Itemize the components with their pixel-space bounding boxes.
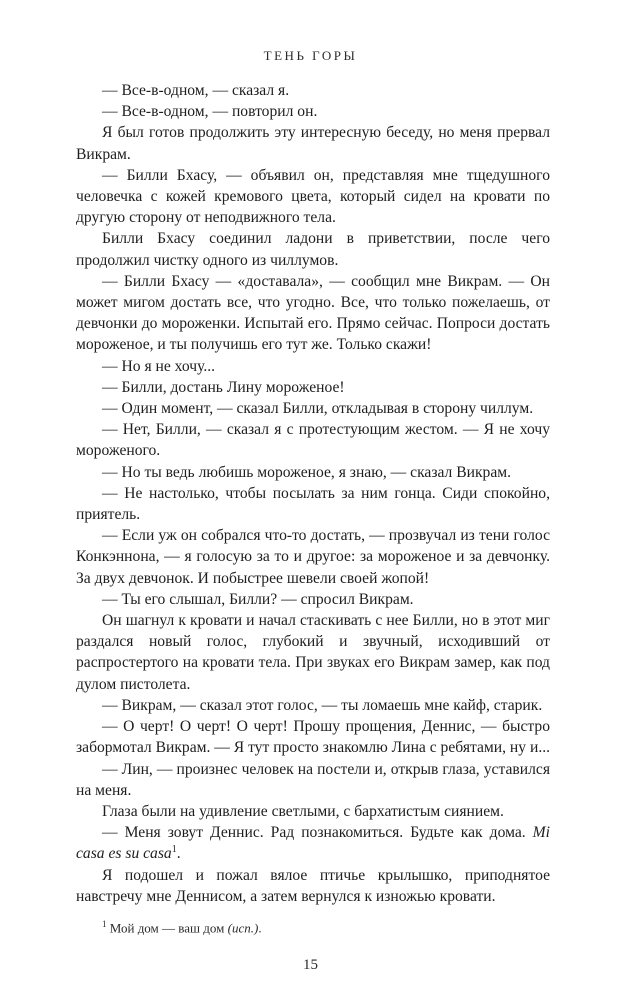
footnote-language-note: (исп.) — [227, 920, 259, 936]
running-head-title: ТЕНЬ ГОРЫ — [263, 48, 358, 63]
paragraph: Билли Бхасу соединил ладони в приветствии, после чего продолжил чистку одного из чиллумов. — [76, 230, 550, 269]
page-number: 15 — [303, 957, 318, 973]
paragraph: Глаза были на удивление светлыми, с бархатистым сиянием. — [102, 802, 504, 820]
paragraph: — Все-в-одном, — повторил он. — [102, 103, 318, 121]
footnote-marker: 1 — [102, 919, 107, 929]
paragraph: — Лин, — произнес человек на постели и, открыв глаза, уставился на меня. — [76, 760, 550, 799]
paragraph: — Все-в-одном, — сказал я. — [102, 82, 290, 99]
paragraph: — Билли, достань Лину мороженое! — [102, 378, 345, 396]
footnote-reference: 1 — [171, 844, 177, 856]
foreign-phrase-italic: Mi casa es su casa — [76, 824, 550, 863]
paragraph-text: . — [176, 845, 181, 863]
paragraph: Я был готов продолжить эту интересную беседу, но меня прервал Викрам. — [76, 124, 550, 163]
paragraph: — Викрам, — сказал этот голос, — ты ломаешь мне кайф, старик. — [102, 696, 543, 714]
page-body-text — [76, 80, 550, 907]
paragraph: — Билли Бхасу, — объявил он, представляя мне тщедушного человечка с кожей кремового цвета, который сидел на кровати по другую сторону от неподвижного тела. — [76, 166, 550, 227]
paragraph: — Нет, Билли, — сказал я с протестующим жестом. — Я не хочу мороженого. — [76, 421, 550, 460]
paragraph: — О черт! О черт! О черт! Прошу прощения, Деннис, — быстро забормотал Викрам. — Я тут просто знакомлю Лина с ребятами, ну и... — [76, 718, 551, 757]
paragraph: Я подошел и пожал вялое птичье крылышко, приподнятое навстречу мне Деннисом, а затем вернулся к изножью кровати. — [76, 866, 550, 905]
paragraph-with-footnote-ref — [76, 822, 550, 864]
paragraph: Он шагнул к кровати и начал стаскивать с нее Билли, но в этот миг раздался новый голос, глубокий и звучный, исходивший от распростертого на кровати тела. При звуках его Викрам замер, как под дулом пистолета. — [76, 612, 550, 693]
paragraph: — Один момент, — сказал Билли, откладывая в сторону чиллум. — [102, 400, 534, 418]
paragraph: — Но я не хочу... — [102, 357, 216, 375]
paragraph-text: — Меня зовут Деннис. Рад познакомиться. Будьте как дома. — [102, 824, 533, 842]
footnote-text: Мой дом — ваш дом — [109, 920, 228, 936]
footnote — [76, 916, 550, 936]
paragraph: — Но ты ведь любишь мороженое, я знаю, — сказал Викрам. — [102, 463, 512, 481]
paragraph: — Билли Бхасу — «доставала», — сообщил мне Викрам. — Он может мигом достать все, что угодно. Все, что только пожелаешь, от девчонки до мороженки. Испытай его. Прямо сейчас. Попроси достать мороженое, и ты получишь его тут же. Только скажи! — [76, 272, 550, 354]
paragraph: — Если уж он собрался что-то достать, — прозвучал из тени голос Конкэннона, — я голосую за то и другое: за мороженое и за девчонку. За двух девчонок. И побыстрее шевели своей жопой! — [76, 527, 550, 587]
paragraph: — Не настолько, чтобы посылать за ним гонца. Сиди спокойно, приятель. — [76, 484, 550, 524]
footnote-text-end: . — [258, 920, 262, 936]
paragraph: — Ты его слышал, Билли? — спросил Викрам. — [102, 590, 414, 608]
footnote-area — [76, 916, 550, 936]
